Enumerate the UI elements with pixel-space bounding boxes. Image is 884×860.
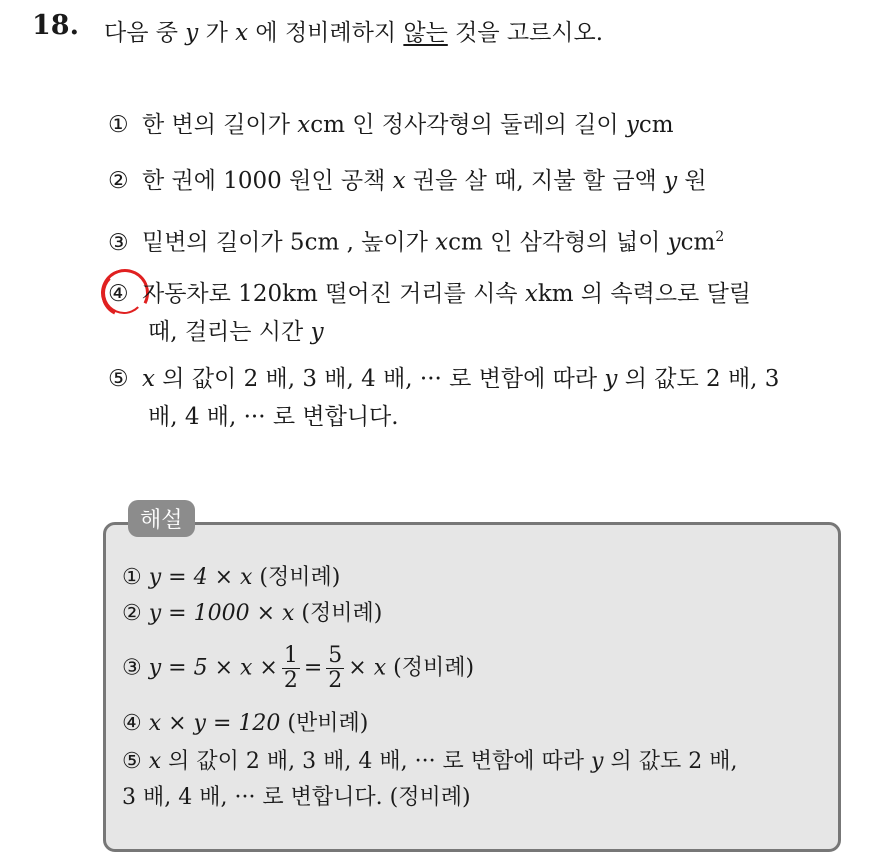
solution-equation: × x	[348, 655, 387, 681]
option-unit: cm	[638, 112, 674, 138]
option-mark: ①	[108, 112, 129, 138]
equals-sign: =	[303, 655, 323, 681]
question-mid1: 가	[198, 20, 236, 46]
fraction-1	[282, 644, 300, 693]
var-x: x	[148, 749, 162, 774]
solution-mark: ③	[122, 655, 142, 681]
var-x: x	[235, 20, 249, 46]
option-text: cm 인 삼각형의 넓이	[448, 229, 668, 256]
option-text-line2: 배, 4 배, ··· 로 변합니다.	[148, 404, 399, 430]
option-text: km 의 속력으로 달릴	[537, 281, 752, 307]
var-x: x	[142, 366, 155, 392]
var-y: y	[310, 319, 324, 345]
option-text: 의 값도 2 배, 3	[617, 366, 780, 392]
var-x: x	[392, 168, 406, 194]
superscript: 2	[715, 229, 725, 245]
solution-note: (정비례)	[294, 601, 383, 626]
solution-mark: ②	[122, 601, 142, 626]
solution-note: (정비례)	[252, 565, 341, 590]
solution-equation: y = 4 × x	[148, 565, 253, 590]
question-suffix: 것을 고르시오.	[447, 20, 604, 46]
var-y: y	[664, 168, 678, 194]
solution-equation: y = 5 × x ×	[148, 655, 278, 681]
option-text: 자동차로 120km 떨어진 거리를 시속	[142, 281, 525, 307]
option-text: 의 값이 2 배, 3 배, 4 배, ··· 로 변함에 따라	[154, 366, 605, 392]
option-5[interactable]	[108, 360, 848, 436]
var-y: y	[591, 749, 604, 774]
var-y: y	[625, 112, 639, 138]
option-text: 한 변의 길이가	[142, 112, 298, 138]
option-mark: ③	[108, 229, 129, 256]
fraction-denominator: 2	[328, 668, 343, 693]
option-unit: cm	[680, 229, 716, 256]
solution-mark: ①	[122, 565, 142, 590]
option-4[interactable]	[108, 275, 848, 351]
solution-equation: x × y = 120	[148, 711, 281, 736]
solution-line-5	[122, 744, 737, 816]
solution-mark: ④	[122, 711, 142, 736]
option-text: 한 권에 1000 원인 공책	[142, 168, 393, 194]
option-mark: ④	[108, 281, 129, 307]
solution-line-4	[122, 706, 368, 742]
option-unit: 원	[677, 168, 707, 194]
solution-note: (반비례)	[280, 711, 369, 736]
fraction-denominator: 2	[283, 668, 298, 693]
solution-mark: ⑤	[122, 749, 142, 774]
question-prefix: 다음 중	[104, 20, 186, 46]
fraction-2	[326, 644, 344, 693]
solution-line-2	[122, 596, 382, 632]
var-x: x	[524, 281, 538, 307]
underlined-word: 않는	[403, 20, 448, 46]
option-text-line2: 때, 걸리는 시간	[148, 319, 311, 345]
solution-line-3	[122, 644, 474, 693]
var-x: x	[297, 112, 311, 138]
option-text: cm 인 정사각형의 둘레의 길이	[310, 112, 626, 138]
solution-text: 의 값도 2 배,	[603, 749, 738, 774]
solution-text: 의 값이 2 배, 3 배, 4 배, ··· 로 변함에 따라	[161, 749, 592, 774]
solution-note: (정비례)	[386, 655, 475, 681]
var-y: y	[185, 20, 199, 46]
question-mid2: 에 정비례하지	[248, 20, 404, 46]
option-3[interactable]	[108, 218, 848, 262]
var-y: y	[604, 366, 618, 392]
option-text: 밑변의 길이가 5cm , 높이가	[142, 229, 436, 256]
solution-tag: 해설	[128, 500, 195, 537]
var-x: x	[435, 229, 449, 256]
question-number: 18.	[32, 10, 79, 41]
option-text: 권을 살 때, 지불 할 금액	[405, 168, 665, 194]
question-text	[104, 14, 603, 47]
option-mark: ②	[108, 168, 129, 194]
solution-text-line2: 3 배, 4 배, ··· 로 변합니다. (정비례)	[122, 785, 471, 810]
option-2[interactable]	[108, 162, 848, 200]
var-y: y	[667, 229, 681, 256]
solution-equation: y = 1000 × x	[148, 601, 295, 626]
solution-line-1	[122, 560, 340, 596]
option-mark: ⑤	[108, 366, 129, 392]
option-1[interactable]	[108, 106, 848, 144]
fraction-numerator: 1	[283, 643, 298, 668]
fraction-numerator: 5	[328, 643, 343, 668]
